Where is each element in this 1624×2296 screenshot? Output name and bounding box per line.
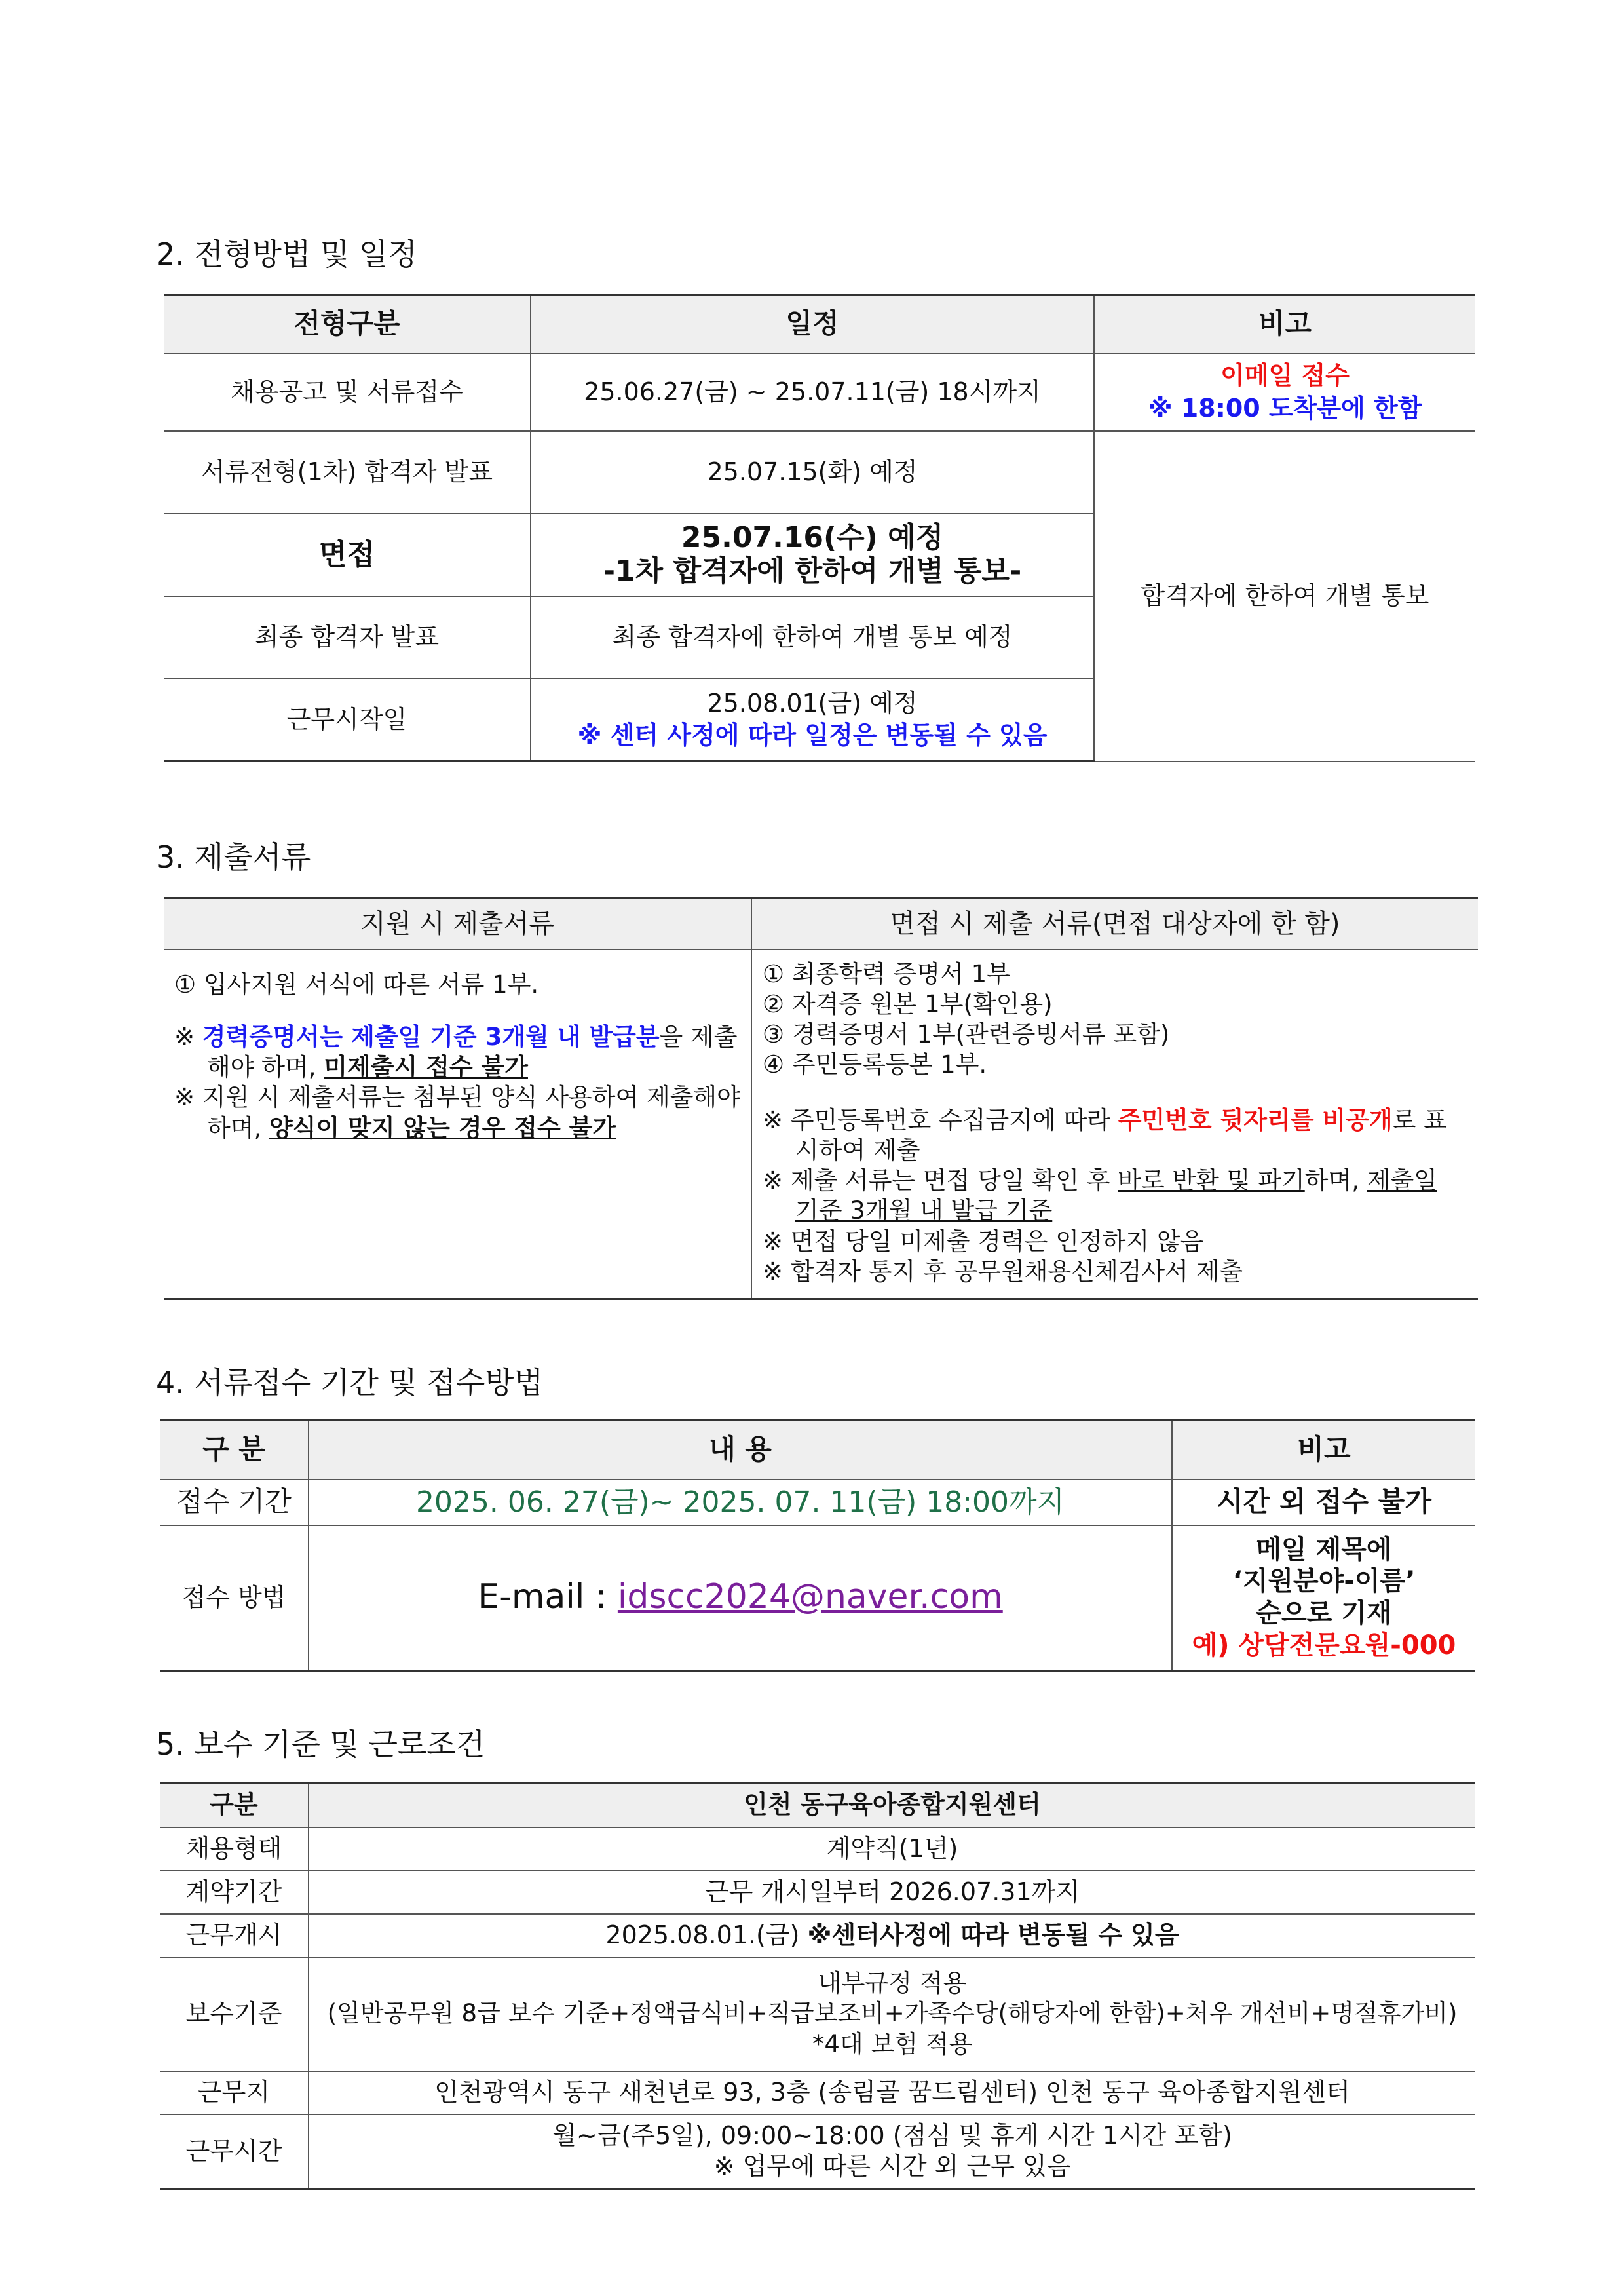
email-receipt-note: 이메일 접수: [1220, 361, 1350, 391]
table-header-row: [164, 295, 1475, 354]
period-note: 시간 외 접수 불가: [1172, 1480, 1475, 1525]
conditions-table: [160, 1782, 1475, 2190]
header-date: 일정: [531, 295, 1094, 354]
row-date: 25.06.27(금) ~ 25.07.11(금) 18시까지: [531, 354, 1094, 431]
merged-note: 합격자에 한하여 개별 통보: [1094, 431, 1475, 761]
start-date: 25.08.01(금) 예정: [707, 688, 918, 718]
row-date: 최종 합격자에 한하여 개별 통보 예정: [531, 596, 1094, 679]
header-application-docs: 지원 시 제출서류: [164, 898, 751, 949]
note-line: 메일 제목에: [1256, 1534, 1392, 1565]
table-row: [160, 2071, 1475, 2114]
issue-date-note: 제출일 기준 3개월 내 발급 기준: [795, 1166, 1437, 1225]
row-stage: 최종 합격자 발표: [164, 596, 531, 679]
table-row: [160, 1480, 1475, 1525]
interview-note: [763, 1166, 1467, 1227]
header-category: 구분: [160, 1783, 309, 1827]
row-stage: 면접: [164, 514, 531, 596]
row-date: [531, 679, 1094, 761]
note-text: ※ 제출 서류는 면접 당일 확인 후: [763, 1166, 1118, 1195]
note-text: 로 표시하여 제출: [795, 1105, 1447, 1164]
table-header-row: [160, 1783, 1475, 1827]
table-row: [160, 1957, 1475, 2071]
id-number-note: 주민번호 뒷자리를 비공개: [1118, 1105, 1393, 1134]
row-label: 계약기간: [160, 1871, 309, 1914]
row-stage: 서류전형(1차) 합격자 발표: [164, 431, 531, 514]
section5-title: 5. 보수 기준 및 근로조건: [156, 1727, 485, 1762]
table-row: [160, 1914, 1475, 1957]
table-row: [160, 2114, 1475, 2189]
period-value: 2025. 06. 27(금)~ 2025. 07. 11(금) 18:00까지: [309, 1480, 1172, 1525]
note-text: ※ 주민등록번호 수집금지에 따라: [763, 1105, 1118, 1134]
header-stage: 전형구분: [164, 295, 531, 354]
row-value: [309, 1957, 1475, 2071]
header-note: 비고: [1172, 1421, 1475, 1480]
table-row: [164, 354, 1475, 431]
header-center: 인천 동구육아종합지원센터: [309, 1783, 1475, 1827]
header-interview-docs: 면접 시 제출 서류(면접 대상자에 한 함): [751, 898, 1478, 949]
row-label: 근무시간: [160, 2114, 309, 2189]
row-value: 근무 개시일부터 2026.07.31까지: [309, 1871, 1475, 1914]
note-line: ‘지원분야-이름’: [1232, 1566, 1416, 1597]
row-label: 보수기준: [160, 1957, 309, 2071]
row-stage: 채용공고 및 서류접수: [164, 354, 531, 431]
start-value: 2025.08.01.(금): [605, 1920, 808, 1949]
row-value: 인천광역시 동구 새천년로 93, 3층 (송림골 꿈드림센터) 인천 동구 육아종합지원센터: [309, 2071, 1475, 2114]
table-row: [160, 1827, 1475, 1871]
application-note: [174, 1022, 740, 1083]
row-value: [309, 2114, 1475, 2189]
start-note: ※센터사정에 따라 변동될 수 있음: [807, 1920, 1179, 1949]
section4-title: 4. 서류접수 기간 및 접수방법: [156, 1365, 544, 1400]
application-docs-cell: [164, 949, 751, 1299]
table-row: [160, 1871, 1475, 1914]
interview-note: [763, 1105, 1467, 1166]
start-date-note: ※ 센터 사정에 따라 일정은 변동될 수 있음: [577, 721, 1048, 750]
interview-item: ② 자격증 원본 1부(확인용): [763, 989, 1053, 1018]
note-line: 순으로 기재: [1256, 1598, 1392, 1629]
method-value: [309, 1525, 1172, 1671]
note-text: 하며,: [1304, 1166, 1367, 1195]
section3-title: 3. 제출서류: [156, 839, 311, 875]
row-note: [1094, 354, 1475, 431]
application-method-table: [160, 1419, 1475, 1672]
interview-note: ※ 합격자 통지 후 공무원채용신체검사서 제출: [763, 1257, 1243, 1286]
row-value: 계약직(1년): [309, 1827, 1475, 1871]
method-label: 접수 방법: [160, 1525, 309, 1671]
table-row: [164, 431, 1475, 514]
row-label: 채용형태: [160, 1827, 309, 1871]
row-date: 25.07.15(화) 예정: [531, 431, 1094, 514]
header-content: 내 용: [309, 1421, 1172, 1480]
row-date: [531, 514, 1094, 596]
header-note: 비고: [1094, 295, 1475, 354]
pay-line: (일반공무원 8급 보수 기준+정액급식비+직급보조비+가족수당(해당자에 한함)+처우 개선비+명절휴가비): [327, 1999, 1458, 2028]
pay-line: 내부규정 적용: [818, 1969, 967, 1998]
hours-line: 월~금(주5일), 09:00~18:00 (점심 및 휴게 시간 1시간 포함): [552, 2120, 1232, 2150]
documents-table: [164, 897, 1478, 1300]
interview-docs-cell: [751, 949, 1478, 1299]
return-note: 바로 반환 및 파기: [1118, 1166, 1305, 1195]
interview-item: ① 최종학력 증명서 1부: [763, 959, 1010, 988]
section2-title: 2. 전형방법 및 일정: [156, 237, 417, 272]
table-row: [160, 1525, 1475, 1671]
table-header-row: [164, 898, 1478, 949]
career-cert-note: 경력증명서는 제출일 기준 3개월 내 발급분: [202, 1022, 660, 1051]
row-stage: 근무시작일: [164, 679, 531, 761]
table-header-row: [160, 1421, 1475, 1480]
note-text: ※ 지원 시 제출서류는 첨부된 양식 사용하여 제출해야 하며,: [174, 1083, 740, 1142]
method-note: [1172, 1525, 1475, 1671]
interview-note: -1차 합격자에 한하여 개별 통보-: [603, 554, 1022, 588]
interview-item: ③ 경력증명서 1부(관련증빙서류 포함): [763, 1020, 1170, 1048]
row-label: 근무지: [160, 2071, 309, 2114]
table-row: [164, 949, 1478, 1299]
deadline-note: ※ 18:00 도착분에 한함: [1148, 393, 1422, 423]
row-label: 근무개시: [160, 1914, 309, 1957]
no-submit-note: 미제출시 접수 불가: [324, 1053, 528, 1081]
form-mismatch-note: 양식이 맞지 않는 경우 접수 불가: [269, 1113, 616, 1142]
email-label: E-mail :: [478, 1577, 618, 1617]
interview-date: 25.07.16(수) 예정: [681, 520, 944, 554]
application-note: [174, 1082, 740, 1143]
application-item: ① 입사지원 서식에 따른 서류 1부.: [174, 970, 539, 999]
hours-line: ※ 업무에 따른 시간 외 근무 있음: [713, 2152, 1071, 2181]
schedule-table: [164, 294, 1475, 762]
header-category: 구 분: [160, 1421, 309, 1480]
interview-item: ④ 주민등록등본 1부.: [763, 1050, 987, 1079]
interview-note: ※ 면접 당일 미제출 경력은 인정하지 않음: [763, 1227, 1204, 1255]
note-mark: ※: [174, 1022, 202, 1051]
email-link[interactable]: idscc2024@naver.com: [617, 1577, 1003, 1617]
pay-line: *4대 보험 적용: [812, 2029, 973, 2058]
row-value: [309, 1914, 1475, 1957]
period-label: 접수 기간: [160, 1480, 309, 1525]
example-note: 예) 상담전문요원-000: [1192, 1630, 1456, 1661]
note-text: 을 제출해야 하며,: [207, 1022, 738, 1081]
